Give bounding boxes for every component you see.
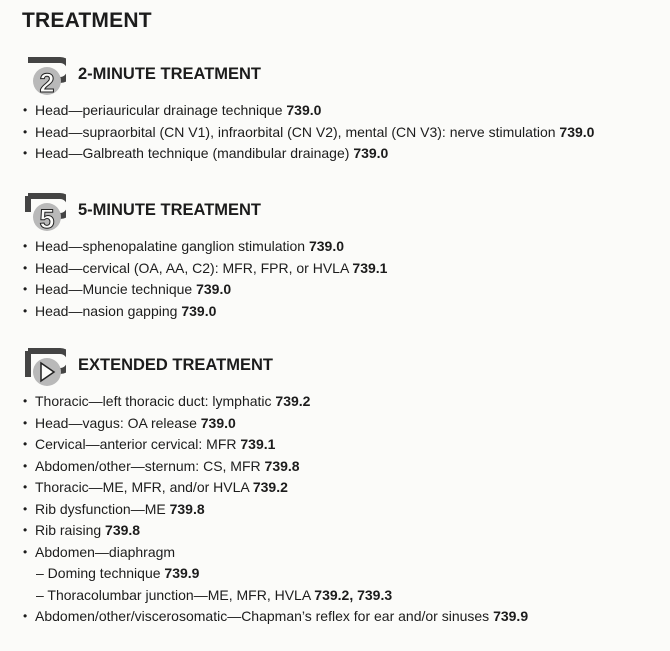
item-code: 739.0 xyxy=(200,414,236,431)
extended-treatment-icon xyxy=(24,347,66,389)
list-item xyxy=(22,143,662,165)
item-code: 739.9 xyxy=(164,565,200,581)
item-list xyxy=(22,236,662,322)
item-code: 739.1 xyxy=(352,259,388,276)
list-item xyxy=(22,499,662,521)
item-list xyxy=(22,391,662,628)
item-text: Cervical—anterior cervical: MFR xyxy=(35,436,237,452)
list-item xyxy=(22,236,662,258)
list-item xyxy=(22,520,662,542)
item-code: 739.0 xyxy=(196,281,232,297)
item-code: 739.2, 739.3 xyxy=(314,586,393,603)
section-extended xyxy=(22,347,662,628)
item-code: 739.1 xyxy=(240,436,276,452)
item-text: Thoracic—ME, MFR, and/or HVLA xyxy=(35,479,249,495)
item-text: Abdomen/other/viscerosomatic—Chapman’s reflex for ear and/or sinuses xyxy=(35,608,490,624)
list-item xyxy=(22,542,662,564)
item-text: Head—nasion gapping xyxy=(35,302,178,319)
item-code: 739.8 xyxy=(105,522,141,538)
item-text: Head—periauricular drainage technique xyxy=(35,102,283,118)
item-code: 739.0 xyxy=(286,102,322,118)
section-title: 2-MINUTE TREATMENT xyxy=(78,65,262,83)
item-text: Head—vagus: OA release xyxy=(35,414,197,431)
list-item xyxy=(22,100,662,122)
list-item xyxy=(22,434,662,456)
svg-text:2: 2 xyxy=(39,68,55,98)
item-text: Rib dysfunction—ME xyxy=(35,500,166,517)
item-text: Abdomen/other—sternum: CS, MFR xyxy=(35,457,261,474)
list-item xyxy=(22,413,662,435)
item-text: – Thoracolumbar junction—ME, MFR, HVLA xyxy=(36,586,311,603)
item-text: Head—sphenopalatine ganglion stimulation xyxy=(35,238,306,254)
item-text: Head—cervical (OA, AA, C2): MFR, FPR, or HVLA xyxy=(35,259,349,276)
list-item xyxy=(22,258,662,280)
list-item xyxy=(22,122,662,144)
item-code: 739.0 xyxy=(181,302,217,319)
item-code: 739.8 xyxy=(169,500,205,517)
list-item xyxy=(22,279,662,301)
section-title: 5-MINUTE TREATMENT xyxy=(78,201,262,219)
sub-list-item xyxy=(22,585,662,607)
section-header xyxy=(22,192,662,236)
two-minute-icon xyxy=(24,56,66,98)
section-title: EXTENDED TREATMENT xyxy=(78,356,273,374)
item-code: 739.0 xyxy=(308,238,345,254)
item-code: 739.0 xyxy=(559,123,595,140)
list-item xyxy=(22,477,662,499)
item-text: Head—Muncie technique xyxy=(35,281,193,297)
item-code: 739.9 xyxy=(493,608,529,624)
sub-list-item xyxy=(22,563,662,585)
list-item xyxy=(22,456,662,478)
section-header xyxy=(22,56,662,100)
section-2-minute xyxy=(22,56,662,165)
item-text: Head—Galbreath technique (mandibular drainage) xyxy=(35,145,350,161)
five-minute-icon xyxy=(24,192,66,234)
item-text: Head—supraorbital (CN V1), infraorbital (CN V2), mental (CN V3): nerve stimulation xyxy=(35,123,556,140)
item-text: Abdomen—diaphragm xyxy=(35,543,176,560)
item-list xyxy=(22,100,662,165)
item-code: 739.2 xyxy=(252,479,288,495)
list-item xyxy=(22,606,662,628)
page-title: TREATMENT xyxy=(22,9,152,32)
section-5-minute xyxy=(22,192,662,322)
item-code: 739.0 xyxy=(353,145,389,161)
item-text: Thoracic—left thoracic duct: lymphatic xyxy=(35,393,272,409)
section-header xyxy=(22,347,662,391)
item-text: – Doming technique xyxy=(36,565,161,581)
svg-text:5: 5 xyxy=(39,204,55,234)
item-text: Rib raising xyxy=(35,522,102,538)
list-item xyxy=(22,391,662,413)
list-item xyxy=(22,301,662,323)
item-code: 739.2 xyxy=(275,393,311,409)
item-code: 739.8 xyxy=(264,457,300,474)
